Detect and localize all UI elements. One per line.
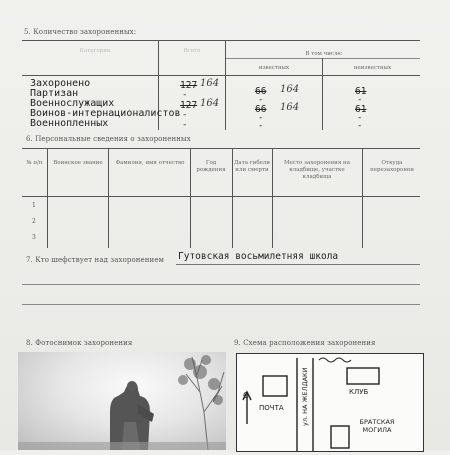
row0-total-handwritten: 164 — [200, 78, 220, 89]
section-5-title: 5. Количество захороненных: — [24, 28, 137, 36]
row1-total: - — [182, 90, 188, 100]
table5-top-border — [22, 40, 420, 41]
row-label-internationalists: Воинов-интернационалистов — [30, 108, 181, 119]
patron-line-3 — [22, 304, 420, 305]
patron-value: Гутовская восьмилетняя школа — [178, 251, 339, 262]
row4-unknown: - — [357, 121, 363, 131]
row0-total: 127 — [180, 80, 198, 91]
section-8-title: 8. Фотоснимок захоронения — [26, 339, 133, 347]
row-label-servicemen: Военнослужащих — [30, 98, 115, 109]
col-known-header: известных — [258, 65, 290, 71]
row0-unknown: 61 — [355, 86, 367, 97]
location-sketch-drawing — [237, 354, 423, 451]
row-label-pows: Военнопленных — [30, 118, 109, 129]
col-including-header: В том числе: — [305, 51, 343, 57]
section-6-title: 6. Персональные сведения о захороненных — [26, 135, 191, 143]
row2-total: 127 — [180, 100, 198, 111]
row4-known: - — [258, 121, 264, 131]
col-birth-year-header: Год рождения — [196, 160, 226, 173]
table5-header-bottom — [22, 75, 420, 76]
post-office-label: ПОЧТА — [259, 404, 284, 412]
row4-total: - — [182, 120, 188, 130]
col-death-date-header: Дата гибели или смерти — [233, 160, 271, 173]
grave-photo — [18, 352, 226, 450]
col-burial-place-header: Место захоронения на кладбище, участке кладбища — [283, 160, 350, 180]
row1-known: - — [258, 95, 264, 105]
table6-vline-2 — [108, 148, 109, 248]
row3-unknown: - — [357, 113, 363, 123]
table6-row-3-number: 3 — [32, 234, 36, 241]
north-label: С — [243, 391, 249, 400]
table6-vline-1 — [47, 148, 48, 248]
col-rank-header: Воинское звание — [53, 160, 103, 166]
table6-top-border — [22, 148, 420, 149]
table5-vline-3 — [322, 58, 323, 130]
col-reburied-from-header: Откуда перезахоронен — [370, 160, 414, 173]
table6-row-1-number: 1 — [32, 202, 36, 209]
location-sketch — [236, 353, 424, 452]
row3-total: - — [182, 110, 188, 120]
club-label: КЛУБ — [349, 388, 369, 396]
grave-label: БРАТСКАЯ МОГИЛА — [359, 418, 395, 434]
section-9-title: 9. Схема расположения захоронения — [234, 339, 376, 347]
row3-known: - — [258, 113, 264, 123]
row0-known: 66 — [255, 86, 267, 97]
row2-known-handwritten: 164 — [280, 102, 300, 113]
patron-line-2 — [22, 284, 420, 285]
row0-known-handwritten: 164 — [280, 84, 300, 95]
section-7-title: 7. Кто шефствует над захоронением — [26, 256, 165, 264]
col-name-header: Фамилия, имя отчество — [115, 160, 185, 166]
table6-header-bottom — [22, 196, 420, 197]
col-total-header: Всего — [183, 48, 201, 54]
row2-known: 66 — [255, 104, 267, 115]
table6-vline-6 — [362, 148, 363, 248]
col-number-header: № п/п — [26, 160, 43, 166]
row2-total-handwritten: 164 — [200, 98, 220, 109]
table5-vline-2 — [225, 40, 226, 130]
table6-row-2-number: 2 — [32, 218, 36, 225]
col-unknown-header: неизвестных — [353, 65, 392, 71]
street-label: ул. НА ЖЕЛДАКИ — [301, 367, 309, 426]
row2-unknown: 61 — [355, 104, 367, 115]
row-label-buried: Захоронено — [30, 78, 91, 89]
col-category-header: Категория — [79, 48, 111, 54]
row-label-partisans: Партизан — [30, 88, 79, 99]
patron-underline — [176, 264, 420, 265]
grave-photo-image — [18, 352, 226, 450]
row1-unknown: - — [357, 95, 363, 105]
table6-vline-5 — [272, 148, 273, 248]
table6-vline-3 — [190, 148, 191, 248]
